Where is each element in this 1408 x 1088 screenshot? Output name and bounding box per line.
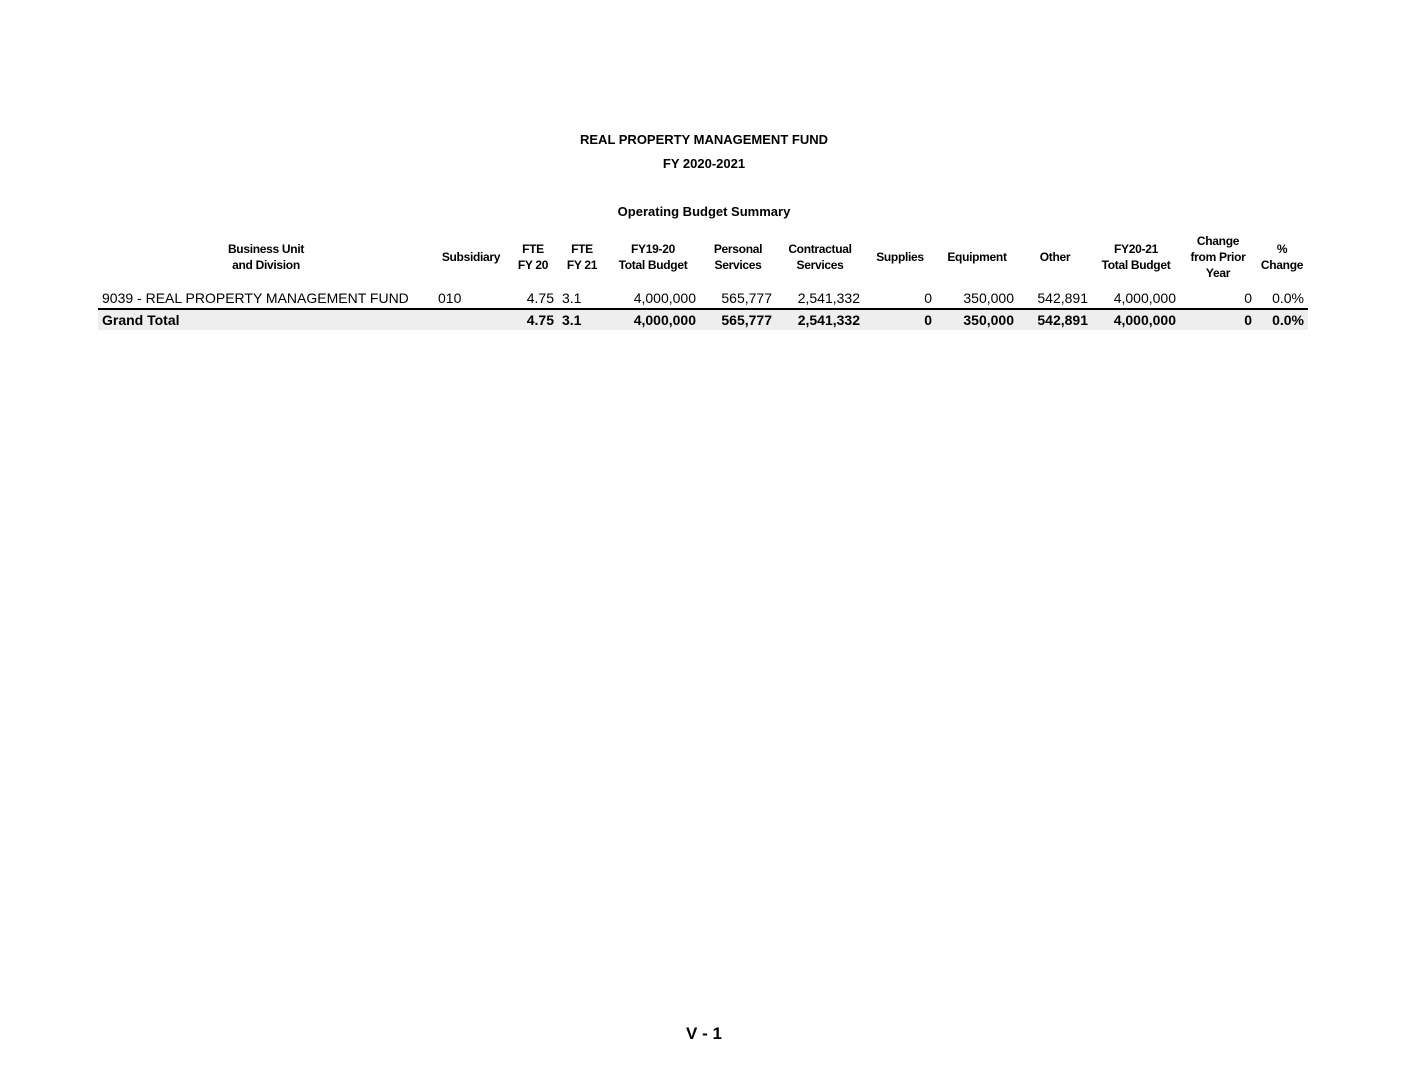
header-line: Change <box>1260 258 1304 272</box>
header-fte-fy20 <box>508 232 558 282</box>
grand-total-fte-fy20: 4.75 <box>508 309 558 330</box>
header-fte-fy21 <box>558 232 606 282</box>
fiscal-year: FY 2020-2021 <box>662 156 746 171</box>
header-line: Supplies <box>876 250 924 264</box>
document-title: REAL PROPERTY MANAGEMENT FUND <box>580 132 828 147</box>
cell-fte-fy21: 3.1 <box>562 290 582 306</box>
cell-change-from-prior-year: 0 <box>1244 290 1252 306</box>
header-line: Business Unit <box>227 242 305 256</box>
grand-total-fy1920-total-budget: 4,000,000 <box>606 309 700 330</box>
header-personal-services <box>700 232 776 282</box>
grand-total-percent-change: 0.0% <box>1256 309 1308 330</box>
header-line: Personal <box>713 242 763 256</box>
header-subsidiary <box>434 232 508 282</box>
header-line: Year <box>1205 266 1231 280</box>
cell-fte-fy20: 4.75 <box>526 290 554 306</box>
header-row <box>98 232 1308 282</box>
grand-total-personal-services: 565,777 <box>700 309 776 330</box>
grand-total-change-from-prior-year: 0 <box>1180 309 1256 330</box>
header-equipment <box>936 232 1018 282</box>
cell-subsidiary: 010 <box>438 290 462 306</box>
header-line: FTE <box>522 242 544 256</box>
header-line: Total Budget <box>1101 258 1171 272</box>
header-line: Contractual <box>788 242 852 256</box>
grand-total-fy2021-total-budget: 4,000,000 <box>1092 309 1180 330</box>
header-line: Other <box>1039 250 1071 264</box>
header-line: Services <box>796 258 844 272</box>
cell-other: 542,891 <box>1037 290 1088 306</box>
header-line: % <box>1276 242 1288 256</box>
cell-fy1920-total-budget: 4,000,000 <box>633 290 696 306</box>
cell-supplies: 0 <box>924 290 932 306</box>
grand-total-contractual-services: 2,541,332 <box>776 309 864 330</box>
header-change-from-prior-year <box>1180 232 1256 282</box>
header-line: FY20-21 <box>1114 242 1158 256</box>
header-line: and Division <box>232 258 300 272</box>
grand-total-fte-fy21: 3.1 <box>558 309 606 330</box>
cell-business-unit: 9039 - REAL PROPERTY MANAGEMENT FUND <box>102 290 409 306</box>
page-number: V - 1 <box>686 1024 722 1043</box>
grand-total-label: Grand Total <box>98 309 434 330</box>
header-line: Change <box>1196 234 1240 248</box>
header-line: Equipment <box>947 250 1007 264</box>
table-row <box>98 288 1308 309</box>
cell-percent-change: 0.0% <box>1272 290 1304 306</box>
grand-total-equipment: 350,000 <box>936 309 1018 330</box>
header-line: FTE <box>571 242 593 256</box>
header-fy2021-total-budget <box>1092 232 1180 282</box>
header-contractual-services <box>776 232 864 282</box>
cell-contractual-services: 2,541,332 <box>797 290 860 306</box>
header-line: Services <box>714 258 762 272</box>
header-supplies <box>864 232 936 282</box>
header-line: from Prior <box>1190 250 1246 264</box>
grand-total-supplies: 0 <box>864 309 936 330</box>
grand-total-subsidiary <box>434 309 508 330</box>
header-line: FY 21 <box>566 258 598 272</box>
header-percent-change <box>1256 232 1308 282</box>
header-fy1920-total-budget <box>606 232 700 282</box>
header-business-unit <box>98 232 434 282</box>
header-line: Total Budget <box>618 258 688 272</box>
header-line: Subsidiary <box>441 250 501 264</box>
header-line: FY 20 <box>517 258 549 272</box>
document-subtitle: Operating Budget Summary <box>617 204 791 219</box>
cell-equipment: 350,000 <box>963 290 1014 306</box>
grand-total-row <box>98 309 1308 330</box>
header-other <box>1018 232 1092 282</box>
grand-total-other: 542,891 <box>1018 309 1092 330</box>
cell-personal-services: 565,777 <box>721 290 772 306</box>
header-line: FY19-20 <box>631 242 675 256</box>
cell-fy2021-total-budget: 4,000,000 <box>1113 290 1176 306</box>
operating-budget-table <box>98 232 1308 330</box>
